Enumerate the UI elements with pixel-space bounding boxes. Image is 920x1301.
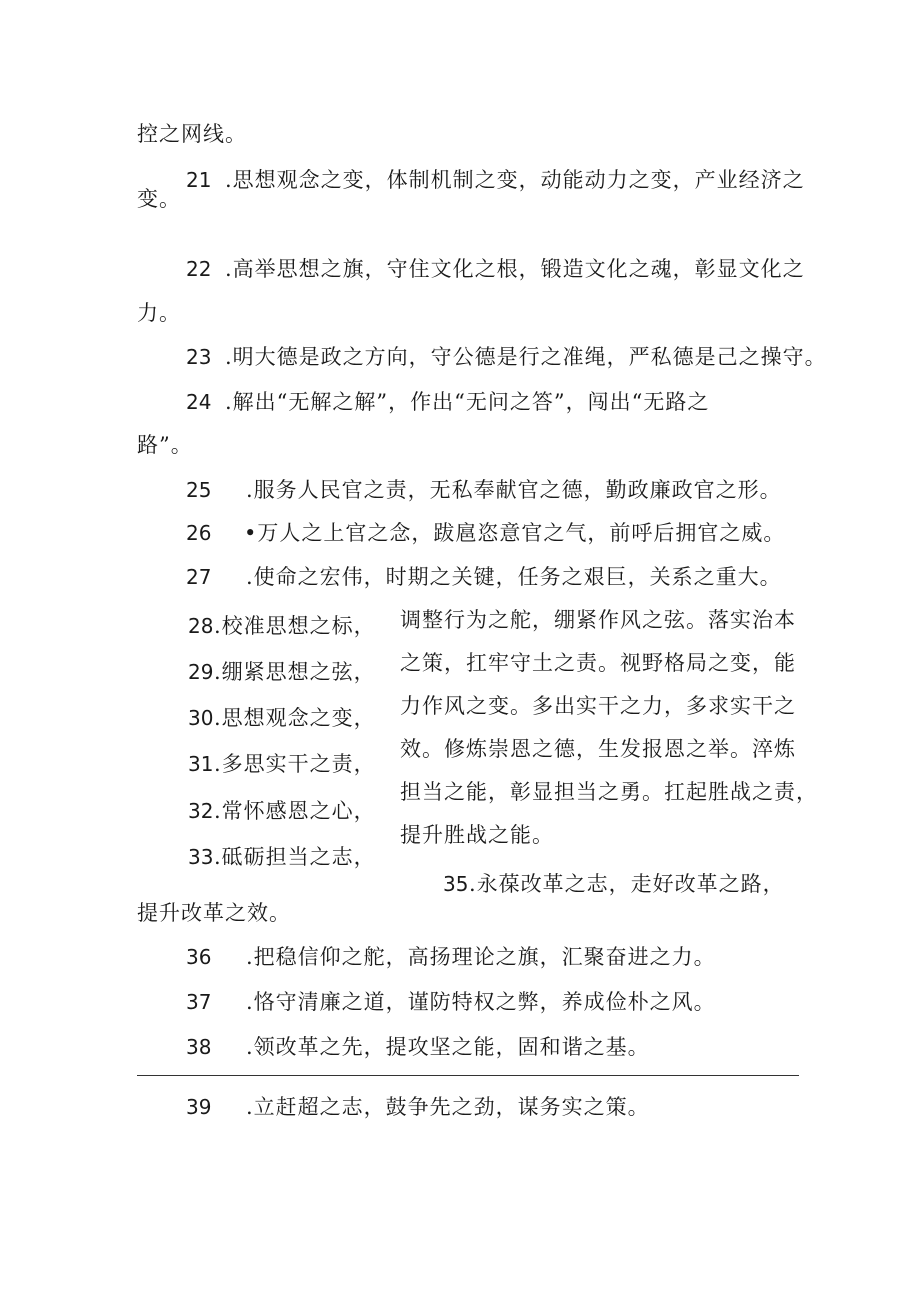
item-text: .恪守清廉之道，谨防特权之弊，养成俭朴之风。 [246,990,716,1014]
item-text: .领改革之先，提攻坚之能，固和谐之基。 [246,1035,650,1059]
item-number: 37 [186,990,212,1014]
item-number: 31 [188,752,214,776]
item-number: 35 [443,872,469,896]
item-text-wrap: 路”。 [137,433,193,457]
item-number: 24 [186,390,212,414]
item-number: 27 [186,565,212,589]
item-text: .立赶超之志，鼓争先之劲，谋务实之策。 [246,1095,650,1119]
item-number: 26 [186,521,212,545]
item-text: •万人之上官之念，跋扈恣意官之气，前呼后拥官之威。 [244,521,786,545]
right-column-line: 提升胜战之能。 [400,823,554,847]
right-column-line: 担当之能，彰显担当之勇。扛起胜战之责， [400,780,818,804]
item-text: .使命之宏伟，时期之关键，任务之艰巨，关系之重大。 [246,565,782,589]
right-column-line: 之策，扛牢守土之责。视野格局之变，能 [400,651,796,675]
item-text: .砥砺担当之志， [214,845,376,869]
item-number: 28 [188,614,214,638]
item-text-wrap: 力。 [137,301,181,325]
right-column-line: 效。修炼崇恩之德，生发报恩之举。淬炼 [400,737,796,761]
item-text: .思想观念之变， [214,706,376,730]
item-number: 25 [186,478,212,502]
item-text: .高举思想之旗，守住文化之根，锻造文化之魂，彰显文化之 [225,257,805,281]
right-column-line: 调整行为之舵，绷紧作风之弦。落实治本 [400,608,796,632]
item-text: .常怀感恩之心， [214,799,376,823]
item-number: 38 [186,1035,212,1059]
item-text: .多思实干之责， [214,752,376,776]
item-number: 36 [186,945,212,969]
item-text: .解出“无解之解”，作出“无问之答”，闯出“无路之 [225,390,710,414]
right-column-line: 力作风之变。多出实干之力，多求实干之 [400,694,796,718]
item-number: 29 [188,660,214,684]
item-number: 30 [188,706,214,730]
item-text: .思想观念之变，体制机制之变，动能动力之变，产业经济之 [225,168,805,192]
line-continuation: 控之网线。 [137,122,247,146]
item-text-wrap: 变。 [137,187,181,211]
item-text: .把稳信仰之舵，高扬理论之旗，汇聚奋进之力。 [246,945,716,969]
item-text: .明大德是政之方向，守公德是行之准绳，严私德是己之操守。 [225,345,827,369]
item-text: .服务人民官之责，无私奉献官之德，勤政廉政官之形。 [246,478,782,502]
item-number: 21 [186,168,212,192]
divider-line [137,1075,799,1076]
item-number: 32 [188,799,214,823]
item-text: .永葆改革之志，走好改革之路， [469,872,785,896]
item-number: 33 [188,845,214,869]
item-text: .绷紧思想之弦， [214,660,376,684]
item-number: 22 [186,257,212,281]
item-number: 23 [186,345,212,369]
item-text-wrap: 提升改革之效。 [137,901,291,925]
item-number: 39 [186,1095,212,1119]
item-text: .校准思想之标， [214,614,376,638]
